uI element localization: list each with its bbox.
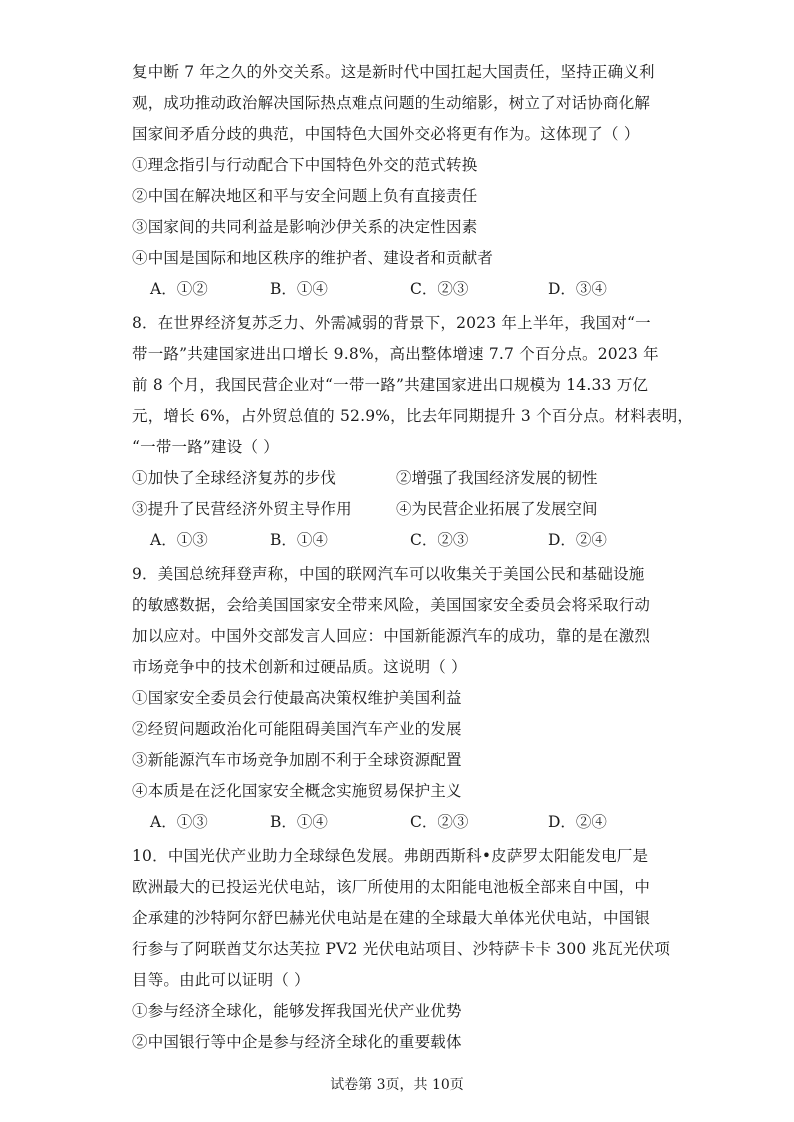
q10-line-2: 欧洲最大的已投运光伏电站，该厂所使用的太阳能电池板全部来自中国，中 xyxy=(132,878,651,896)
q10-statement-2: ②中国银行等中企是参与经济全球化的重要载体 xyxy=(132,1033,462,1051)
q7-option-c: C．②③ xyxy=(410,280,469,298)
q9-line-1: 9．美国总统拜登声称，中国的联网汽车可以收集关于美国公民和基础设施 xyxy=(132,565,645,583)
q7-option-a: A．①② xyxy=(150,280,208,298)
q9-line-4: 市场竞争中的技术创新和过硬品质。这说明（ ） xyxy=(132,658,467,676)
q7-option-b: B．①④ xyxy=(270,280,328,298)
q8-line-5: “一带一路”建设（ ） xyxy=(132,438,279,456)
q9-option-a: A．①③ xyxy=(150,813,208,831)
q9-option-b: B．①④ xyxy=(270,813,328,831)
q7-line-1: 复中断 7 年之久的外交关系。这是新时代中国扛起大国责任，坚持正确义利 xyxy=(132,63,655,81)
q8-line-1: 8．在世界经济复苏乏力、外需减弱的背景下，2023 年上半年，我国对“一 xyxy=(132,314,651,332)
q7-statement-3: ③国家间的共同利益是影响沙伊关系的决定性因素 xyxy=(132,218,478,236)
q9-option-d: D．②④ xyxy=(548,813,607,831)
q9-statement-3: ③新能源汽车市场竞争加剧不利于全球资源配置 xyxy=(132,751,462,769)
q9-statement-4: ④本质是在泛化国家安全概念实施贸易保护主义 xyxy=(132,782,462,800)
q9-line-3: 加以应对。中国外交部发言人回应：中国新能源汽车的成功，靠的是在激烈 xyxy=(132,627,651,645)
q10-statement-1: ①参与经济全球化，能够发挥我国光伏产业优势 xyxy=(132,1002,462,1020)
q8-option-c: C．②③ xyxy=(410,531,469,549)
q8-line-2: 带一路”共建国家进出口增长 9.8%，高出整体增速 7.7 个百分点。2023 年 xyxy=(132,345,659,363)
q10-line-5: 目等。由此可以证明（ ） xyxy=(132,971,310,989)
q9-line-2: 的敏感数据，会给美国国家安全带来风险，美国国家安全委员会将采取行动 xyxy=(132,596,651,614)
q10-line-1: 10．中国光伏产业助力全球绿色发展。弗朗西斯科•皮萨罗太阳能发电厂是 xyxy=(132,847,649,865)
q9-statement-2: ②经贸问题政治化可能阻碍美国汽车产业的发展 xyxy=(132,720,462,738)
q9-statement-1: ①国家安全委员会行使最高决策权维护美国利益 xyxy=(132,689,462,707)
q8-statement-4: ④为民营企业拓展了发展空间 xyxy=(396,500,598,518)
q8-option-d: D．②④ xyxy=(548,531,607,549)
q10-line-3: 企承建的沙特阿尔舒巴赫光伏电站是在建的全球最大单体光伏电站，中国银 xyxy=(132,909,651,927)
q8-statement-2: ②增强了我国经济发展的韧性 xyxy=(396,469,598,487)
q7-statement-2: ②中国在解决地区和平与安全问题上负有直接责任 xyxy=(132,187,478,205)
q8-statement-3: ③提升了民营经济外贸主导作用 xyxy=(132,500,352,518)
q7-line-3: 国家间矛盾分歧的典范，中国特色大国外交必将更有作为。这体现了（ ） xyxy=(132,125,640,143)
q10-line-4: 行参与了阿联酋艾尔达芙拉 PV2 光伏电站项目、沙特萨卡卡 300 兆瓦光伏项 xyxy=(132,940,671,958)
q9-option-c: C．②③ xyxy=(410,813,469,831)
q8-line-4: 元，增长 6%，占外贸总值的 52.9%，比去年同期提升 3 个百分点。材料表明， xyxy=(132,407,694,425)
q8-option-b: B．①④ xyxy=(270,531,328,549)
q7-line-2: 观，成功推动政治解决国际热点难点问题的生动缩影，树立了对话协商化解 xyxy=(132,94,651,112)
q7-option-d: D．③④ xyxy=(548,280,607,298)
q7-statement-4: ④中国是国际和地区秩序的维护者、建设者和贡献者 xyxy=(132,249,494,267)
q7-statement-1: ①理念指引与行动配合下中国特色外交的范式转换 xyxy=(132,156,478,174)
q8-option-a: A．①③ xyxy=(150,531,208,549)
page-footer: 试卷第 3页，共 10页 xyxy=(330,1077,464,1093)
q8-line-3: 前 8 个月，我国民营企业对“一带一路”共建国家进出口规模为 14.33 万亿 xyxy=(132,376,649,394)
q8-statement-1: ①加快了全球经济复苏的步伐 xyxy=(132,469,337,487)
